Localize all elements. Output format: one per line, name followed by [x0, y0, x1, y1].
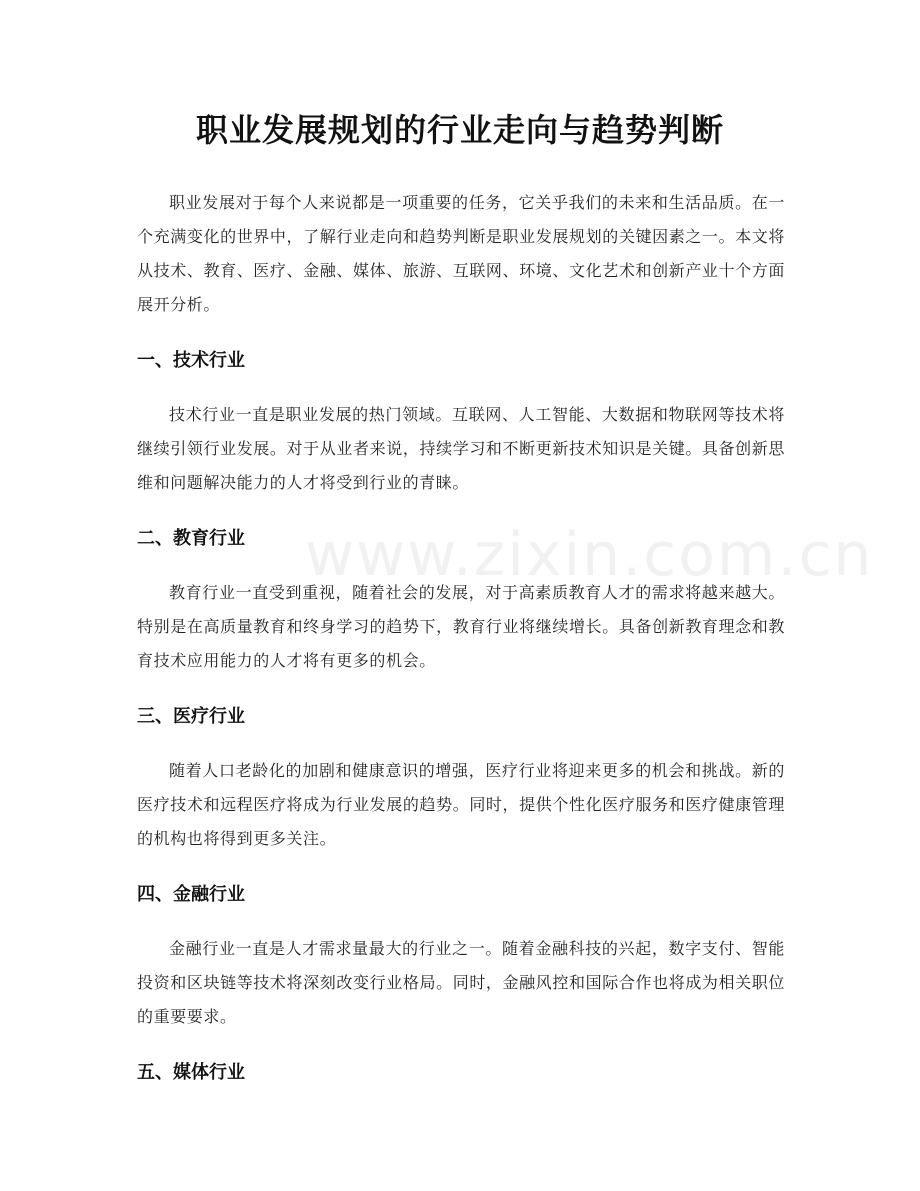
section-heading-education: 二、教育行业 — [137, 528, 245, 549]
section-heading-media: 五、媒体行业 — [137, 1062, 245, 1083]
section-body-medical: 随着人口老龄化的加剧和健康意识的增强，医疗行业将迎来更多的机会和挑战。新的医疗技术和远程医疗将成为行业发展的趋势。同时，提供个性化医疗服务和医疗健康管理的机构也将得到更多关注。 — [137, 761, 785, 848]
section-body-tech: 技术行业一直是职业发展的热门领域。互联网、人工智能、大数据和物联网等技术将继续引领行业发展。对于从业者来说，持续学习和不断更新技术知识是关键。具备创新思维和问题解决能力的人才将受到行业的青睐。 — [137, 405, 785, 492]
section-body-education: 教育行业一直受到重视，随着社会的发展，对于高素质教育人才的需求将越来越大。特别是在高质量教育和终身学习的趋势下，教育行业将继续增长。具备创新教育理念和教育技术应用能力的人才将有更多的机会。 — [137, 583, 785, 670]
document-title: 职业发展规划的行业走向与趋势判断 — [195, 111, 724, 149]
intro-paragraph: 职业发展对于每个人来说都是一项重要的任务，它关乎我们的未来和生活品质。在一个充满变化的世界中，了解行业走向和趋势判断是职业发展规划的关键因素之一。本文将从技术、教育、医疗、金融、媒体、旅游、互联网、环境、文化艺术和创新产业十个方面展开分析。 — [137, 193, 785, 314]
section-heading-tech: 一、技术行业 — [137, 350, 245, 371]
document-body — [137, 186, 874, 1090]
section-body-finance: 金融行业一直是人才需求量最大的行业之一。随着金融科技的兴起，数字支付、智能投资和区块链等技术将深刻改变行业格局。同时，金融风控和国际合作也将成为相关职位的重要要求。 — [137, 939, 785, 1026]
watermark: www.zixin.com.cn — [305, 520, 874, 590]
section-heading-medical: 三、医疗行业 — [137, 706, 245, 727]
section-heading-finance: 四、金融行业 — [137, 884, 245, 905]
